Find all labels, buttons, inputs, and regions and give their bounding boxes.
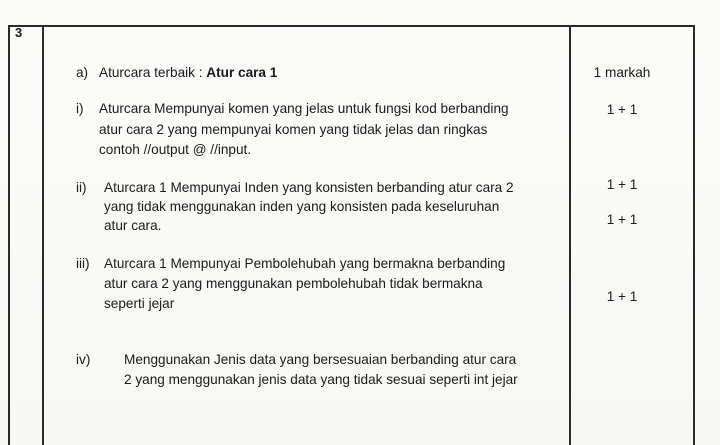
table-left-border (8, 25, 10, 445)
item-ii-line-2: yang tidak menggunakan inden yang konsisten pada keseluruhan (104, 199, 500, 214)
question-number: 3 (15, 25, 23, 40)
part-a-label: a) (76, 65, 89, 80)
item-iii-label: iii) (76, 256, 90, 271)
item-iii-line-2: atur cara 2 yang menggunakan pembolehubah tidak bermakna (104, 276, 483, 291)
number-column-divider (42, 25, 44, 445)
part-a-text (99, 63, 277, 82)
item-i-line-3: contoh //output @ //input. (99, 142, 252, 157)
table-right-border (693, 25, 695, 445)
item-iv-line-2: 2 yang menggunakan jenis data yang tidak sesuai seperti int jejar (124, 372, 518, 387)
item-ii-line-1: Aturcara 1 Mempunyai Inden yang konsisten berbanding atur cara 2 (104, 180, 514, 195)
item-i-line-2: atur cara 2 yang mempunyai komen yang tidak jelas dan ringkas (99, 122, 488, 137)
item-ii-label: ii) (76, 180, 87, 195)
item-i-label: i) (76, 101, 84, 116)
part-a-answer: Atur cara 1 (206, 65, 278, 80)
item-iii-line-3: seperti jejar (104, 296, 175, 311)
item-i-line-1: Aturcara Mempunyai komen yang jelas untuk fungsi kod berbanding (99, 101, 509, 116)
item-ii-mark-2: 1 + 1 (606, 212, 638, 227)
item-iii-mark: 1 + 1 (606, 289, 638, 304)
table-top-border (8, 25, 694, 27)
item-ii-mark-1: 1 + 1 (606, 177, 638, 192)
item-i-mark: 1 + 1 (606, 102, 638, 117)
item-iv-label: iv) (76, 352, 91, 367)
part-a-mark: 1 markah (593, 65, 651, 80)
mark-column-divider (569, 25, 571, 445)
item-iv-line-1: Menggunakan Jenis data yang bersesuaian berbanding atur cara (124, 352, 517, 367)
part-a-prompt: Aturcara terbaik : (99, 65, 207, 80)
item-iii-line-1: Aturcara 1 Mempunyai Pembolehubah yang bermakna berbanding (104, 256, 506, 271)
item-ii-line-3: atur cara. (104, 218, 162, 233)
